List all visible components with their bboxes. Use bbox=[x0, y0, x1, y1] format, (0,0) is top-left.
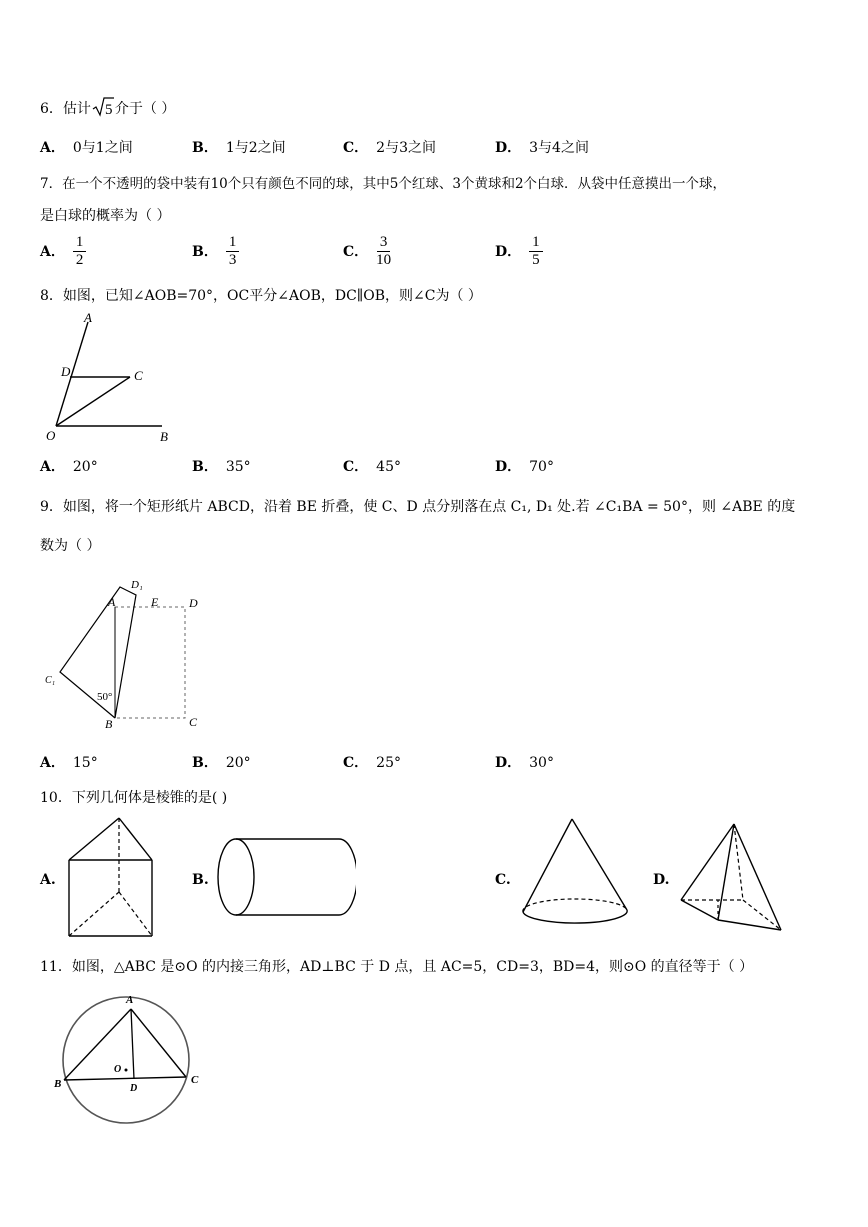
label-O: O bbox=[114, 1064, 122, 1075]
question-11: 11．如图，△ABC 是⊙O 的内接三角形，AD⊥BC 于 D 点，且 AC=5，CD=3，BD=4，则⊙O 的直径等于（ ） bbox=[40, 959, 754, 975]
fraction: $\frac{3}{10}$ bbox=[376, 234, 392, 268]
label-C1: C₁ bbox=[45, 675, 56, 686]
fraction: $\frac{1}{5}$ bbox=[529, 234, 543, 269]
label-E: E bbox=[151, 595, 159, 609]
label-O: O bbox=[46, 428, 56, 443]
q6-option-c[interactable]: C． 2与3之间 bbox=[343, 140, 436, 156]
q7-option-a[interactable]: A． $\frac{1}{2}$ bbox=[40, 234, 86, 269]
question-7-line-1: 7．在一个不透明的袋中装有10个只有颜色不同的球，其中5个红球、3个黄球和2个白球．从袋中任意摸出一个球， bbox=[40, 176, 727, 192]
question-9-line-1: 9．如图，将一个矩形纸片 ABCD，沿着 BE 折叠，使 C、D 点分别落在点 C₁, D₁ 处.若 ∠C₁BA = 50°，则 ∠ABE 的度 bbox=[40, 499, 796, 515]
label-A: A bbox=[108, 595, 116, 609]
label-A: A bbox=[84, 310, 92, 325]
question-text-pre: 估计 bbox=[62, 101, 91, 117]
label-D: D bbox=[130, 1083, 138, 1094]
center-point bbox=[125, 1069, 128, 1072]
question-number: 6． bbox=[40, 101, 63, 117]
circle-O bbox=[63, 997, 189, 1123]
sqrt-expression bbox=[92, 96, 114, 122]
q9-option-c[interactable]: C． 25° bbox=[343, 755, 401, 771]
question-10: 10．下列几何体是棱锥的是( ) bbox=[40, 790, 228, 806]
label-D: D bbox=[189, 596, 198, 610]
label-B: B bbox=[105, 717, 113, 731]
label-B: B bbox=[54, 1078, 62, 1090]
line-OC bbox=[56, 377, 130, 426]
question-9-line-2: 数为（ ） bbox=[40, 538, 101, 554]
label-A: A bbox=[126, 994, 134, 1006]
q6-option-a[interactable]: A． 0与1之间 bbox=[40, 140, 133, 156]
q8-option-a[interactable]: A． 20° bbox=[40, 459, 98, 475]
q8-option-b[interactable]: B． 35° bbox=[192, 459, 251, 475]
fraction: $\frac{1}{2}$ bbox=[73, 234, 87, 269]
cone-shape bbox=[518, 814, 632, 926]
q10-option-b[interactable]: B. bbox=[192, 872, 209, 888]
q11-figure bbox=[48, 990, 218, 1130]
q7-option-d[interactable]: D． $\frac{1}{5}$ bbox=[495, 234, 543, 269]
label-C: C bbox=[191, 1074, 199, 1086]
fraction: $\frac{1}{3}$ bbox=[226, 234, 240, 269]
triangular-prism-shape bbox=[64, 812, 156, 942]
q7-option-b[interactable]: B． $\frac{1}{3}$ bbox=[192, 234, 239, 269]
q10-option-c[interactable]: C. bbox=[495, 872, 511, 888]
q9-option-b[interactable]: B． 20° bbox=[192, 755, 251, 771]
q6-option-d[interactable]: D． 3与4之间 bbox=[495, 140, 589, 156]
label-B: B bbox=[160, 429, 168, 444]
question-text-post: 介于（ ） bbox=[114, 101, 176, 117]
question-8: 8．如图，已知∠AOB=70°，OC平分∠AOB，DC∥OB，则∠C为（ ） bbox=[40, 288, 482, 304]
altitude-AD bbox=[131, 1009, 134, 1079]
q6-option-b[interactable]: B． 1与2之间 bbox=[192, 140, 286, 156]
q8-option-d[interactable]: D． 70° bbox=[495, 459, 554, 475]
label-C: C bbox=[189, 715, 198, 729]
q8-option-c[interactable]: C． 45° bbox=[343, 459, 401, 475]
side-BC bbox=[64, 1077, 186, 1080]
radicand: 5 bbox=[104, 102, 113, 118]
side-AC bbox=[131, 1009, 186, 1077]
q10-option-d[interactable]: D. bbox=[653, 872, 670, 888]
question-7-line-2: 是白球的概率为（ ） bbox=[40, 208, 171, 224]
label-angle: 50° bbox=[97, 691, 113, 703]
label-D: D bbox=[61, 364, 71, 379]
label-C: C bbox=[134, 368, 143, 383]
label-D1: D₁ bbox=[131, 579, 143, 591]
rectangle-ABCD bbox=[115, 607, 185, 718]
q9-option-d[interactable]: D． 30° bbox=[495, 755, 554, 771]
q10-option-a[interactable]: A. bbox=[40, 872, 56, 888]
sqrt-symbol bbox=[92, 96, 114, 118]
q8-figure bbox=[40, 310, 180, 450]
q7-option-c[interactable]: C． $\frac{3}{10}$ bbox=[343, 234, 392, 268]
cylinder-shape bbox=[214, 834, 356, 920]
pyramid-shape bbox=[676, 818, 788, 934]
question-6 bbox=[40, 96, 175, 122]
q9-figure bbox=[40, 575, 210, 735]
q9-option-a[interactable]: A． 15° bbox=[40, 755, 98, 771]
